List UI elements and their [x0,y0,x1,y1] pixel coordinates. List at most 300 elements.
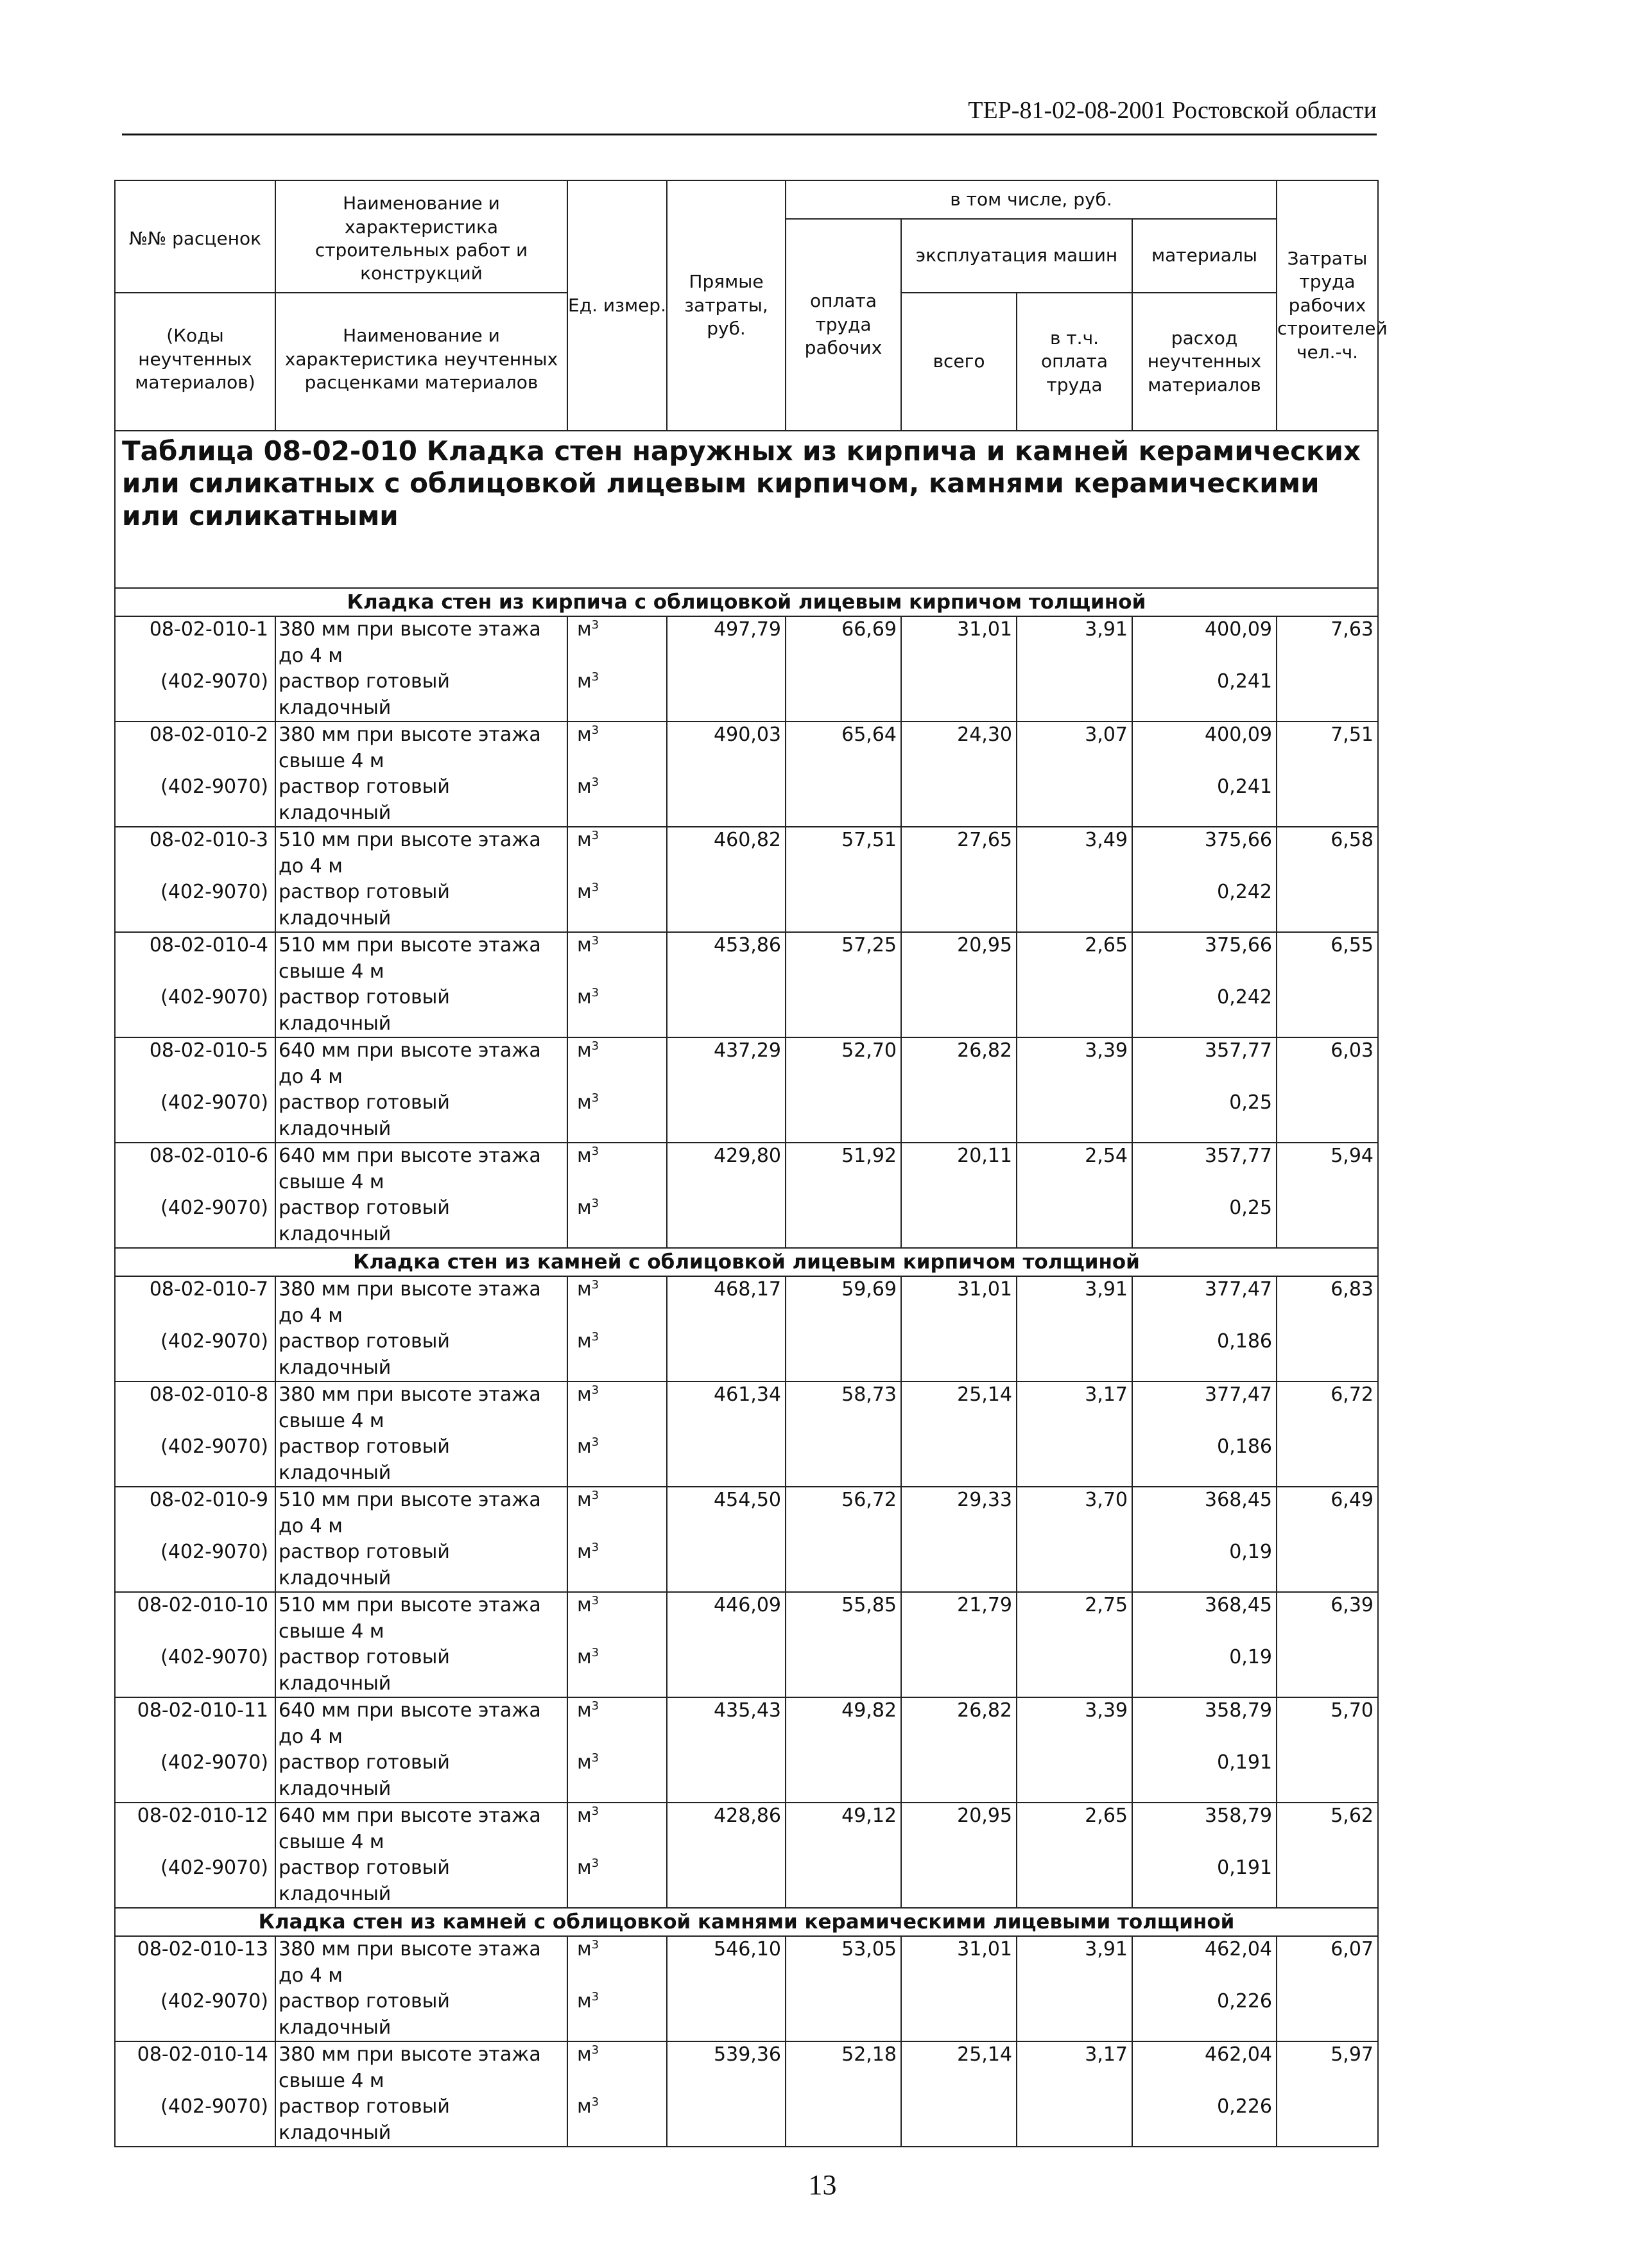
material-qty: 0,226 [1132,1989,1277,2041]
machines-wages-cost: 3,91 [1017,1936,1132,1989]
unit-power: 3 [591,775,599,789]
col-machines-wages-header: в т.ч. оплата труда [1017,293,1132,431]
table-row [115,1936,1378,1989]
section-title: Кладка стен из кирпича с облицовкой лицевым кирпичом толщиной [115,588,1378,616]
empty-cell [1017,1329,1132,1381]
materials-cost: 377,47 [1132,1276,1277,1329]
empty-cell [786,985,901,1037]
unit-power: 3 [591,1330,599,1344]
rate-code: 08-02-010-12 [115,1803,275,1855]
unit-label: м [577,1699,592,1722]
material-row [115,1090,1378,1143]
table-row [115,1037,1378,1090]
rate-code: 08-02-010-8 [115,1381,275,1434]
material-name: раствор готовый кладочный [275,1750,567,1803]
direct-cost: 539,36 [667,2041,786,2094]
col-incl-header: в том числе, руб. [786,180,1277,219]
unit-cell [567,932,667,985]
materials-cost: 462,04 [1132,2041,1277,2094]
unit-cell [567,827,667,879]
materials-cost: 400,09 [1132,722,1277,774]
unit-cell [567,1434,667,1487]
material-qty: 0,19 [1132,1539,1277,1592]
unit-label: м [577,1857,592,1879]
unit-cell [567,1855,667,1908]
unit-cell [567,1697,667,1750]
section-title: Кладка стен из камней с облицовкой лицевым кирпичом толщиной [115,1248,1378,1276]
rate-code: 08-02-010-6 [115,1143,275,1195]
material-qty: 0,25 [1132,1090,1277,1143]
unit-power: 3 [591,1751,599,1765]
unit-power: 3 [591,1039,599,1053]
labor-cost: 5,70 [1277,1697,1378,1750]
material-name: раствор готовый кладочный [275,1434,567,1487]
empty-cell [786,1750,901,1803]
empty-cell [786,2094,901,2147]
table-title: Таблица 08-02-010 Кладка стен наружных из кирпича и камней керамических или силикатных с облицовкой лицевым кирпичом, камнями керамическими или силикатными [115,431,1378,588]
table-row [115,1592,1378,1645]
material-name: раствор готовый кладочный [275,774,567,827]
empty-cell [1017,1645,1132,1697]
unit-cell [567,1645,667,1697]
table-row [115,1487,1378,1539]
unit-cell [567,1276,667,1329]
material-code: (402-9070) [115,879,275,932]
material-code: (402-9070) [115,985,275,1037]
material-row [115,669,1378,722]
empty-cell [1017,1855,1132,1908]
wages-cost: 53,05 [786,1936,901,1989]
empty-cell [1277,1434,1378,1487]
material-code: (402-9070) [115,1434,275,1487]
table-row [115,1697,1378,1750]
unit-power: 3 [591,1990,599,2004]
machines-cost: 20,95 [901,932,1017,985]
empty-cell [1277,1989,1378,2041]
material-name: раствор готовый кладочный [275,985,567,1037]
col-name-header: Наименование и характеристика строительных работ и конструкций Наименование и характеристика неучтенных расценками материалов [275,180,567,431]
machines-wages-cost: 3,07 [1017,722,1132,774]
empty-cell [786,1539,901,1592]
unit-power: 3 [591,986,599,1000]
material-qty: 0,191 [1132,1750,1277,1803]
direct-cost: 546,10 [667,1936,786,1989]
empty-cell [1017,1434,1132,1487]
empty-cell [901,2094,1017,2147]
material-qty: 0,19 [1132,1645,1277,1697]
materials-cost: 368,45 [1132,1487,1277,1539]
empty-cell [667,774,786,827]
unit-label: м [577,1646,592,1668]
unit-cell [567,616,667,669]
material-name: раствор готовый кладочный [275,1329,567,1381]
wages-cost: 65,64 [786,722,901,774]
empty-cell [901,1329,1017,1381]
material-code: (402-9070) [115,1195,275,1248]
machines-cost: 24,30 [901,722,1017,774]
document-header: ТЕР-81-02-08-2001 Ростовской области [968,97,1377,124]
machines-cost: 31,01 [901,1936,1017,1989]
labor-cost: 6,55 [1277,932,1378,985]
rate-name: 380 мм при высоте этажа свыше 4 м [275,2041,567,2094]
rate-name: 640 мм при высоте этажа свыше 4 м [275,1143,567,1195]
unit-power: 3 [591,829,599,842]
rate-name: 510 мм при высоте этажа до 4 м [275,827,567,879]
unit-power: 3 [591,670,599,684]
unit-label: м [577,1594,592,1616]
direct-cost: 429,80 [667,1143,786,1195]
unit-label: м [577,829,592,851]
machines-wages-cost: 2,75 [1017,1592,1132,1645]
material-qty: 0,186 [1132,1329,1277,1381]
unit-cell [567,2041,667,2094]
empty-cell [786,669,901,722]
labor-cost: 6,07 [1277,1936,1378,1989]
unit-power: 3 [591,723,599,737]
material-name: раствор готовый кладочный [275,1539,567,1592]
unit-power: 3 [591,1805,599,1818]
unit-cell [567,1090,667,1143]
unit-label: м [577,723,592,746]
material-code: (402-9070) [115,1090,275,1143]
direct-cost: 468,17 [667,1276,786,1329]
rate-code: 08-02-010-9 [115,1487,275,1539]
rate-name: 640 мм при высоте этажа до 4 м [275,1697,567,1750]
empty-cell [667,1195,786,1248]
materials-cost: 357,77 [1132,1143,1277,1195]
empty-cell [786,879,901,932]
empty-cell [1017,1750,1132,1803]
unit-cell [567,2094,667,2147]
empty-cell [1277,1090,1378,1143]
material-qty: 0,242 [1132,879,1277,932]
labor-cost: 6,83 [1277,1276,1378,1329]
rate-code: 08-02-010-13 [115,1936,275,1989]
unit-power: 3 [591,1489,599,1502]
unit-power: 3 [591,1435,599,1449]
col-direct-header: Прямые затраты, руб. [667,180,786,431]
unit-cell [567,1143,667,1195]
material-row [115,1989,1378,2041]
empty-cell [901,1750,1017,1803]
wages-cost: 49,12 [786,1803,901,1855]
rate-name: 510 мм при высоте этажа до 4 м [275,1487,567,1539]
machines-wages-cost: 3,91 [1017,616,1132,669]
material-row [115,1329,1378,1381]
materials-cost: 375,66 [1132,932,1277,985]
labor-cost: 6,49 [1277,1487,1378,1539]
unit-power: 3 [591,2095,599,2109]
direct-cost: 461,34 [667,1381,786,1434]
unit-power: 3 [591,1857,599,1870]
machines-cost: 21,79 [901,1592,1017,1645]
wages-cost: 56,72 [786,1487,901,1539]
table-row [115,1276,1378,1329]
unit-power: 3 [591,1594,599,1607]
unit-label: м [577,881,592,903]
empty-cell [667,1989,786,2041]
unit-label: м [577,1489,592,1511]
empty-cell [1017,879,1132,932]
empty-cell [1277,669,1378,722]
rate-name: 640 мм при высоте этажа свыше 4 м [275,1803,567,1855]
wages-cost: 51,92 [786,1143,901,1195]
materials-cost: 375,66 [1132,827,1277,879]
empty-cell [1017,774,1132,827]
page-number: 13 [808,2169,837,2201]
material-qty: 0,191 [1132,1855,1277,1908]
unit-cell [567,1539,667,1592]
unit-label: м [577,986,592,1008]
direct-cost: 497,79 [667,616,786,669]
material-qty: 0,241 [1132,774,1277,827]
empty-cell [667,1329,786,1381]
material-row [115,1750,1378,1803]
direct-cost: 453,86 [667,932,786,985]
unit-power: 3 [591,1091,599,1105]
material-qty: 0,226 [1132,2094,1277,2147]
machines-cost: 20,11 [901,1143,1017,1195]
materials-cost: 358,79 [1132,1803,1277,1855]
machines-cost: 27,65 [901,827,1017,879]
empty-cell [1277,2094,1378,2147]
empty-cell [786,774,901,827]
table-row [115,1143,1378,1195]
empty-cell [901,1434,1017,1487]
machines-cost: 29,33 [901,1487,1017,1539]
labor-cost: 6,58 [1277,827,1378,879]
material-qty: 0,242 [1132,985,1277,1037]
empty-cell [1277,1855,1378,1908]
unit-label: м [577,1278,592,1301]
section-title: Кладка стен из камней с облицовкой камнями керамическими лицевыми толщиной [115,1908,1378,1936]
unit-power: 3 [591,1646,599,1659]
empty-cell [667,1539,786,1592]
machines-wages-cost: 3,39 [1017,1697,1132,1750]
material-code: (402-9070) [115,1645,275,1697]
direct-cost: 437,29 [667,1037,786,1090]
unit-label: м [577,1938,592,1961]
unit-power: 3 [591,1197,599,1210]
empty-cell [901,1645,1017,1697]
rate-code: 08-02-010-5 [115,1037,275,1090]
unit-label: м [577,1383,592,1406]
unit-cell [567,1750,667,1803]
col-machines-header: эксплуатация машин [901,219,1132,293]
table-row [115,1381,1378,1434]
rate-name: 380 мм при высоте этажа свыше 4 м [275,722,567,774]
wages-cost: 66,69 [786,616,901,669]
table-row [115,827,1378,879]
empty-cell [1277,1539,1378,1592]
materials-cost: 358,79 [1132,1697,1277,1750]
direct-cost: 435,43 [667,1697,786,1750]
material-name: раствор готовый кладочный [275,1195,567,1248]
col-code-header: №№ расценок (Коды неучтенных материалов) [115,180,275,431]
material-row [115,1645,1378,1697]
unit-power: 3 [591,1278,599,1292]
machines-wages-cost: 3,17 [1017,2041,1132,2094]
empty-cell [1017,1195,1132,1248]
machines-wages-cost: 3,91 [1017,1276,1132,1329]
material-qty: 0,25 [1132,1195,1277,1248]
unit-label: м [577,1435,592,1458]
empty-cell [786,1434,901,1487]
rate-name: 640 мм при высоте этажа до 4 м [275,1037,567,1090]
machines-wages-cost: 2,65 [1017,932,1132,985]
empty-cell [901,669,1017,722]
material-code: (402-9070) [115,1989,275,2041]
unit-power: 3 [591,934,599,948]
empty-cell [1017,2094,1132,2147]
material-code: (402-9070) [115,1855,275,1908]
table-row [115,616,1378,669]
unit-power: 3 [591,1541,599,1554]
empty-cell [667,669,786,722]
empty-cell [667,1645,786,1697]
empty-cell [1277,879,1378,932]
table-row [115,932,1378,985]
materials-cost: 368,45 [1132,1592,1277,1645]
unit-power: 3 [591,2043,599,2057]
material-name: раствор готовый кладочный [275,1989,567,2041]
rate-code: 08-02-010-7 [115,1276,275,1329]
materials-cost: 400,09 [1132,616,1277,669]
machines-cost: 31,01 [901,1276,1017,1329]
empty-cell [1017,1539,1132,1592]
materials-cost: 462,04 [1132,1936,1277,1989]
empty-cell [786,1645,901,1697]
empty-cell [901,985,1017,1037]
direct-cost: 446,09 [667,1592,786,1645]
unit-power: 3 [591,1938,599,1952]
machines-cost: 31,01 [901,616,1017,669]
empty-cell [1277,1329,1378,1381]
unit-cell [567,774,667,827]
material-row [115,2094,1378,2147]
unit-label: м [577,1330,592,1353]
rates-table [114,180,1388,2147]
col-machines-total-header: всего [901,293,1017,431]
unit-cell [567,1195,667,1248]
empty-cell [1277,774,1378,827]
wages-cost: 59,69 [786,1276,901,1329]
machines-cost: 25,14 [901,1381,1017,1434]
unit-cell [567,879,667,932]
unit-power: 3 [591,1383,599,1397]
material-qty: 0,241 [1132,669,1277,722]
empty-cell [1277,1750,1378,1803]
rate-code: 08-02-010-4 [115,932,275,985]
empty-cell [786,1195,901,1248]
machines-cost: 26,82 [901,1697,1017,1750]
col-wages-header: оплата труда рабочих [786,219,901,431]
empty-cell [667,1750,786,1803]
unit-cell [567,1803,667,1855]
material-name: раствор готовый кладочный [275,879,567,932]
empty-cell [901,1090,1017,1143]
direct-cost: 454,50 [667,1487,786,1539]
material-code: (402-9070) [115,1539,275,1592]
machines-wages-cost: 3,17 [1017,1381,1132,1434]
empty-cell [667,1434,786,1487]
rate-name: 380 мм при высоте этажа свыше 4 м [275,1381,567,1434]
empty-cell [667,1090,786,1143]
direct-cost: 428,86 [667,1803,786,1855]
unit-label: м [577,1197,592,1219]
col-unit-header: Ед. измер. [567,180,667,431]
col-labor-header: Затраты труда рабочих строителей чел.-ч. [1277,180,1378,431]
material-row [115,774,1378,827]
machines-cost: 20,95 [901,1803,1017,1855]
empty-cell [786,1090,901,1143]
unit-cell [567,1487,667,1539]
unit-cell [567,985,667,1037]
rate-code: 08-02-010-3 [115,827,275,879]
unit-cell [567,669,667,722]
machines-cost: 25,14 [901,2041,1017,2094]
material-row [115,1855,1378,1908]
empty-cell [901,1539,1017,1592]
unit-cell [567,1329,667,1381]
material-name: раствор готовый кладочный [275,669,567,722]
direct-cost: 460,82 [667,827,786,879]
unit-label: м [577,2095,592,2118]
rate-code: 08-02-010-10 [115,1592,275,1645]
material-row [115,879,1378,932]
unit-label: м [577,670,592,693]
empty-cell [667,985,786,1037]
empty-cell [1017,669,1132,722]
labor-cost: 7,51 [1277,722,1378,774]
material-name: раствор готовый кладочный [275,1645,567,1697]
material-row [115,1539,1378,1592]
unit-label: м [577,1039,592,1062]
col-materials-unaccounted-header: расход неучтенных материалов [1132,293,1277,431]
unit-power: 3 [591,1145,599,1158]
materials-cost: 377,47 [1132,1381,1277,1434]
rate-name: 510 мм при высоте этажа свыше 4 м [275,1592,567,1645]
unit-label: м [577,618,592,641]
materials-cost: 357,77 [1132,1037,1277,1090]
empty-cell [667,1855,786,1908]
material-row [115,1434,1378,1487]
unit-cell [567,1381,667,1434]
material-qty: 0,186 [1132,1434,1277,1487]
material-code: (402-9070) [115,774,275,827]
unit-label: м [577,1990,592,2013]
rate-code: 08-02-010-11 [115,1697,275,1750]
labor-cost: 6,39 [1277,1592,1378,1645]
material-name: раствор готовый кладочный [275,1090,567,1143]
wages-cost: 58,73 [786,1381,901,1434]
machines-wages-cost: 3,49 [1017,827,1132,879]
material-row [115,985,1378,1037]
empty-cell [1277,1195,1378,1248]
rate-name: 380 мм при высоте этажа до 4 м [275,1276,567,1329]
empty-cell [786,1329,901,1381]
labor-cost: 5,62 [1277,1803,1378,1855]
machines-wages-cost: 3,70 [1017,1487,1132,1539]
empty-cell [901,1989,1017,2041]
header-rule [122,134,1377,135]
labor-cost: 7,63 [1277,616,1378,669]
machines-wages-cost: 2,54 [1017,1143,1132,1195]
empty-cell [1017,1090,1132,1143]
unit-cell [567,1936,667,1989]
labor-cost: 5,97 [1277,2041,1378,2094]
unit-cell [567,1037,667,1090]
